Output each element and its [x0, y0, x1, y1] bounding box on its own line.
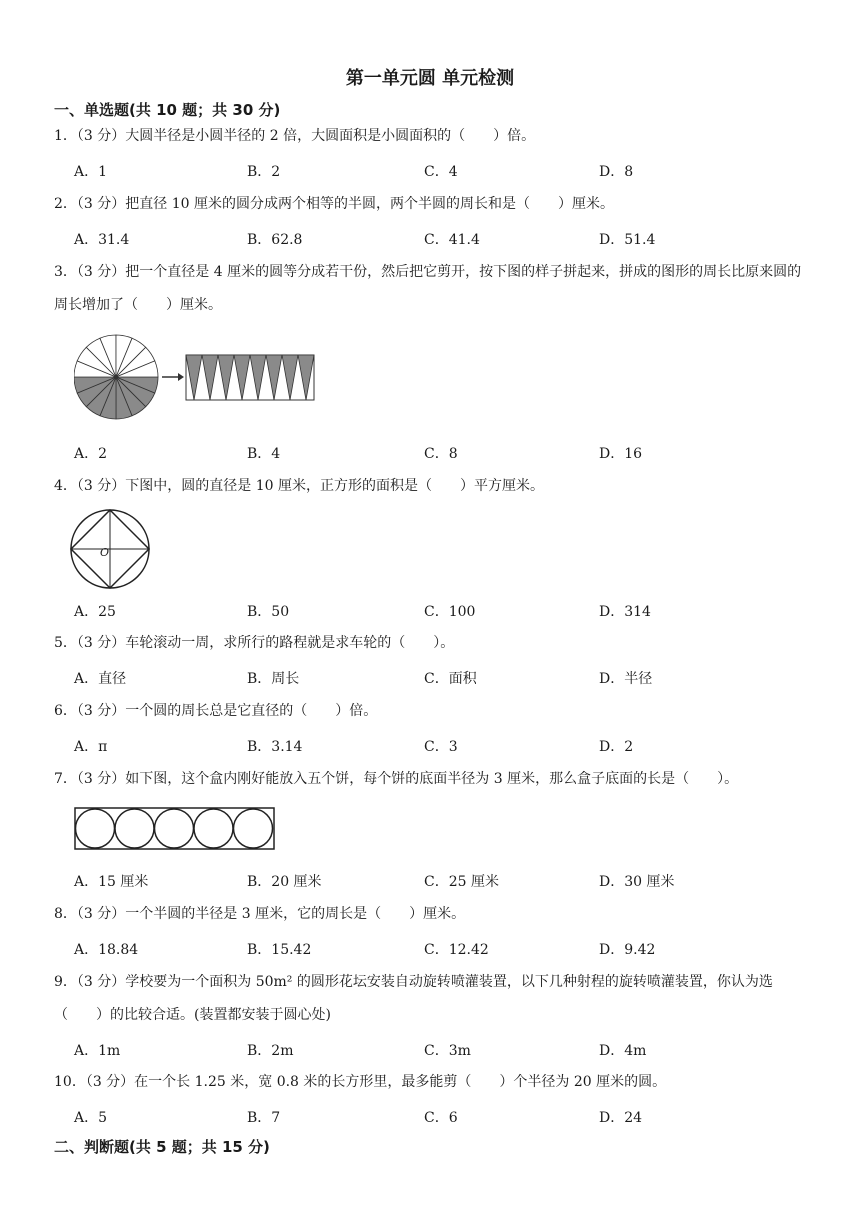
- option-c[interactable]: C．100: [424, 604, 476, 620]
- option-c[interactable]: C．12.42: [424, 942, 489, 958]
- section-heading-single-choice: 一、单选题(共 10 题；共 30 分): [54, 101, 281, 119]
- options-10: [74, 1107, 794, 1129]
- arrow-head-icon: [178, 373, 184, 381]
- question-4: 4．（3 分）下图中，圆的直径是 10 厘米，正方形的面积是（ ）平方厘米。: [54, 478, 544, 494]
- center-label: O: [100, 546, 110, 559]
- question-3: 3．（3 分）把一个直径是 4 厘米的圆等分成若干份，然后把它剪开，按下图的样子拼起来，拼成的图形的周长比原来圆的周长增加了（ ）厘米。: [54, 264, 802, 313]
- option-d[interactable]: D．314: [599, 604, 651, 620]
- option-d[interactable]: D．9.42: [599, 942, 656, 958]
- cake-circle: [194, 809, 233, 848]
- option-c[interactable]: C．8: [424, 446, 458, 462]
- option-a[interactable]: A．2: [74, 446, 108, 462]
- options-1: [74, 161, 794, 183]
- option-a[interactable]: A．31.4: [74, 232, 130, 248]
- question-1: 1．（3 分）大圆半径是小圆半径的 2 倍，大圆面积是小圆面积的（ ）倍。: [54, 128, 536, 144]
- option-b[interactable]: B．62.8: [247, 232, 303, 248]
- cake-circle: [115, 809, 154, 848]
- question-9: 9．（3 分）学校要为一个面积为 50m² 的圆形花坛安装自动旋转喷灌装置，以下几种射程的旋转喷灌装置，你认为选（ ）的比较合适。(装置都安装于圆心处): [54, 974, 773, 1023]
- option-a[interactable]: A．5: [74, 1110, 108, 1126]
- option-b[interactable]: B．15.42: [247, 942, 312, 958]
- option-b[interactable]: B．2m: [247, 1043, 294, 1059]
- question-8: 8．（3 分）一个半圆的半径是 3 厘米，它的周长是（ ）厘米。: [54, 906, 466, 922]
- option-b[interactable]: B．4: [247, 446, 281, 462]
- page-title: 第一单元圆 单元检测: [345, 68, 515, 89]
- circle-rearrangement-figure: [74, 332, 324, 422]
- option-b[interactable]: B．3.14: [247, 739, 303, 755]
- option-a[interactable]: A．π: [74, 739, 108, 755]
- cake-circle: [155, 809, 194, 848]
- options-3: [74, 443, 794, 465]
- option-d[interactable]: D．51.4: [599, 232, 656, 248]
- option-d[interactable]: D．4m: [599, 1043, 647, 1059]
- option-a[interactable]: A．1: [74, 164, 108, 180]
- option-d[interactable]: D．2: [599, 739, 634, 755]
- cake-circle: [76, 809, 115, 848]
- cake-circle: [234, 809, 273, 848]
- question-7: 7．（3 分）如下图，这个盒内刚好能放入五个饼，每个饼的底面半径为 3 厘米，那么盒子底面的长是（ ）。: [54, 771, 739, 787]
- options-5: [74, 668, 794, 690]
- option-b[interactable]: B．2: [247, 164, 281, 180]
- question-2: 2．（3 分）把直径 10 厘米的圆分成两个相等的半圆，两个半圆的周长和是（ ）厘米。: [54, 196, 614, 212]
- option-a[interactable]: A．18.84: [74, 942, 139, 958]
- option-c[interactable]: C．面积: [424, 671, 477, 687]
- option-d[interactable]: D．16: [599, 446, 643, 462]
- options-8: [74, 939, 794, 961]
- option-c[interactable]: C．4: [424, 164, 458, 180]
- option-b[interactable]: B．50: [247, 604, 290, 620]
- options-9: [74, 1040, 794, 1062]
- box-with-five-cakes-figure: [74, 806, 276, 852]
- question-6: 6．（3 分）一个圆的周长总是它直径的（ ）倍。: [54, 703, 378, 719]
- rearranged-shape-icon: [186, 355, 314, 400]
- option-d[interactable]: D．8: [599, 164, 634, 180]
- box-rectangle: [75, 808, 274, 849]
- option-b[interactable]: B．20 厘米: [247, 874, 322, 890]
- section-heading-true-false: 二、判断题(共 5 题；共 15 分): [54, 1138, 270, 1156]
- option-b[interactable]: B．7: [247, 1110, 281, 1126]
- question-5: 5．（3 分）车轮滚动一周，求所行的路程就是求车轮的（ ）。: [54, 635, 455, 651]
- inscribed-square-figure: [68, 509, 154, 591]
- option-c[interactable]: C．41.4: [424, 232, 480, 248]
- option-c[interactable]: C．3m: [424, 1043, 471, 1059]
- options-4: [74, 601, 794, 623]
- option-d[interactable]: D．半径: [599, 671, 653, 687]
- option-a[interactable]: A．1m: [74, 1043, 121, 1059]
- option-d[interactable]: D．24: [599, 1110, 643, 1126]
- option-a[interactable]: A．25: [74, 604, 116, 620]
- question-10: 10．（3 分）在一个长 1.25 米，宽 0.8 米的长方形里，最多能剪（ ）个半径为 20 厘米的圆。: [54, 1074, 667, 1090]
- divided-circle-icon: [74, 335, 158, 419]
- option-a[interactable]: A．直径: [74, 671, 127, 687]
- option-b[interactable]: B．周长: [247, 671, 300, 687]
- option-c[interactable]: C．3: [424, 739, 458, 755]
- option-c[interactable]: C．25 厘米: [424, 874, 499, 890]
- options-6: [74, 736, 794, 758]
- options-7: [74, 871, 794, 893]
- option-a[interactable]: A．15 厘米: [74, 874, 149, 890]
- options-2: [74, 229, 794, 251]
- option-d[interactable]: D．30 厘米: [599, 874, 675, 890]
- option-c[interactable]: C．6: [424, 1110, 458, 1126]
